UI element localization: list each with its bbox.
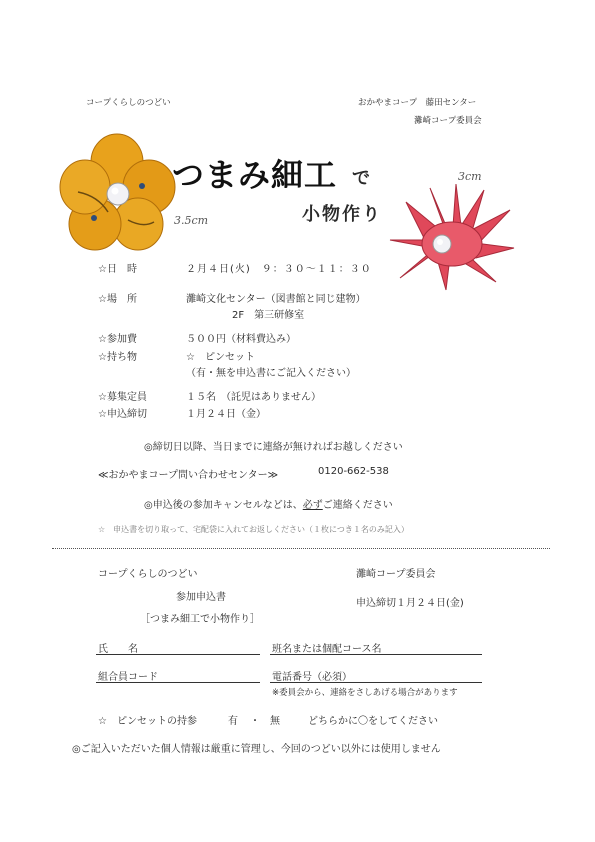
field-name-line[interactable]: [96, 654, 260, 655]
privacy-notice: ◎ご記入いただいた個人情報は厳重に管理し、今回のつどい以外には使用しません: [72, 744, 441, 755]
form-org-right: 灘崎コープ委員会: [356, 569, 436, 580]
form-org-left: コープくらしのつどい: [98, 569, 198, 580]
place-value-2: 2F 第三研修室: [232, 310, 305, 321]
tweezers-note: どちらかに〇をしてください: [308, 716, 438, 727]
date-value: ２月４日(火) ９：３０～１１：３０: [186, 264, 372, 275]
bring-value-2: （有・無を申込書にご記入ください）: [186, 368, 356, 379]
tweezers-option-separator: ・: [250, 716, 260, 727]
notice-cancel: [144, 496, 393, 511]
field-name-label: 氏 名: [98, 644, 138, 655]
field-member-line[interactable]: [96, 682, 260, 683]
field-group-label: 班名または個配コース名: [272, 644, 382, 655]
capacity-value: １５名 （託児はありません）: [186, 392, 321, 403]
header-right-line1: おかやまコープ 藤田センター: [358, 98, 477, 108]
capacity-label: ☆募集定員: [98, 392, 147, 403]
form-deadline: 申込締切１月２４日(金): [356, 598, 464, 609]
header-left: コープくらしのつどい: [86, 98, 171, 108]
title-particle: で: [352, 168, 370, 189]
date-label: ☆日 時: [98, 264, 137, 275]
notice-cancel-prefix: ◎申込後の参加キャンセルなどは、: [144, 500, 303, 511]
fee-value: ５００円（材料費込み）: [186, 334, 296, 345]
title-sub: 小物作り: [302, 204, 382, 225]
place-value-1: 灘崎文化センター（図書館と同じ建物）: [186, 294, 366, 305]
tweezers-option-yes[interactable]: 有: [228, 716, 238, 727]
tweezers-label: ☆ ピンセットの持参: [98, 716, 197, 727]
yellow-flower-illustration: [58, 132, 176, 254]
field-phone-label: 電話番号（必須）: [272, 672, 352, 683]
form-title: 参加申込書: [176, 592, 226, 603]
deadline-value: １月２４日（金）: [186, 409, 266, 420]
bring-value-1: ☆ ピンセット: [186, 352, 255, 363]
cut-line: [52, 548, 550, 549]
field-member-label: 組合員コード: [98, 672, 158, 683]
bring-label: ☆持ち物: [98, 352, 137, 363]
notice-cancel-suffix: ご連絡ください: [322, 500, 393, 511]
notice-cancel-emphasis: 必ず: [302, 500, 323, 511]
title-main: つまみ細工: [172, 156, 338, 194]
pink-flower-illustration: [386, 182, 518, 294]
fee-label: ☆参加費: [98, 334, 137, 345]
field-phone-line[interactable]: [270, 682, 482, 683]
deadline-label: ☆申込締切: [98, 409, 147, 420]
size-right-note: 3cm: [458, 170, 482, 183]
size-left-note: 3.5cm: [174, 214, 209, 227]
tweezers-option-no[interactable]: 無: [270, 716, 280, 727]
notice-cutout: ☆ 申込書を切り取って、宅配袋に入れてお返しください（１枚につき１名のみ記入）: [98, 525, 409, 534]
header-right-line2: 灘崎コープ委員会: [414, 116, 482, 126]
contact-phone: 0120-662-538: [318, 466, 389, 477]
contact-center-label: ≪おかやまコープ問い合わせセンター≫: [98, 470, 279, 481]
field-group-line[interactable]: [270, 654, 482, 655]
notice-no-contact: ◎締切日以降、当日までに連絡が無ければお越しください: [144, 442, 403, 453]
phone-note: ※委員会から、連絡をさしあげる場合があります: [272, 688, 458, 698]
form-event-name: ［つまみ細工で小物作り］: [140, 614, 260, 625]
place-label: ☆場 所: [98, 294, 137, 305]
